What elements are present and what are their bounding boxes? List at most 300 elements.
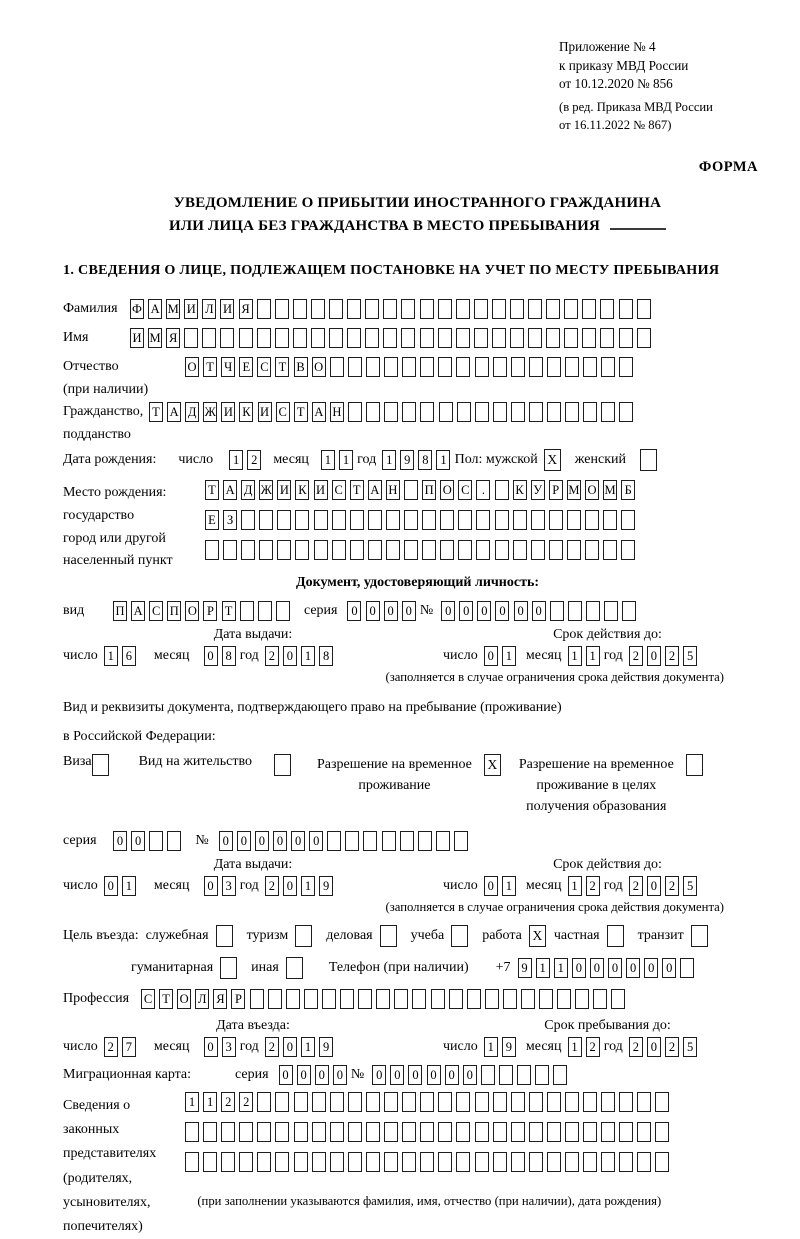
char-cell[interactable]: А <box>131 601 145 621</box>
checkbox-purpose-business[interactable] <box>380 925 397 947</box>
char-cell[interactable] <box>277 540 291 560</box>
char-cell[interactable]: 9 <box>400 450 414 470</box>
char-cell[interactable] <box>404 540 418 560</box>
char-cell[interactable] <box>422 510 436 530</box>
char-cell[interactable] <box>404 480 418 500</box>
char-cell[interactable] <box>384 402 398 422</box>
char-cell[interactable]: 0 <box>372 1065 386 1085</box>
char-cell[interactable] <box>205 540 219 560</box>
char-cell[interactable] <box>503 989 517 1009</box>
char-cell[interactable] <box>384 1152 398 1172</box>
char-cell[interactable]: С <box>149 601 163 621</box>
char-cell[interactable] <box>565 402 579 422</box>
char-cell[interactable]: 1 <box>122 876 136 896</box>
char-cell[interactable]: 0 <box>283 1037 297 1057</box>
char-cell[interactable] <box>476 540 490 560</box>
char-cell[interactable]: С <box>332 480 346 500</box>
char-cell[interactable]: 0 <box>273 831 287 851</box>
char-cell[interactable]: М <box>603 480 617 500</box>
char-cell[interactable]: 0 <box>104 876 118 896</box>
char-cell[interactable] <box>167 831 181 851</box>
char-cell[interactable]: 0 <box>590 958 604 978</box>
char-cell[interactable]: Я <box>239 299 253 319</box>
char-cell[interactable]: Л <box>202 299 216 319</box>
char-cell[interactable] <box>332 540 346 560</box>
char-cell[interactable] <box>293 299 307 319</box>
char-cell[interactable] <box>295 510 309 530</box>
char-cell[interactable] <box>535 1065 549 1085</box>
char-cell[interactable]: И <box>277 480 291 500</box>
char-cell[interactable]: 1 <box>568 646 582 666</box>
char-cell[interactable] <box>485 989 499 1009</box>
char-cell[interactable]: С <box>257 357 271 377</box>
char-cell[interactable] <box>567 540 581 560</box>
char-cell[interactable] <box>619 328 633 348</box>
char-cell[interactable] <box>637 1122 651 1142</box>
char-cell[interactable] <box>549 510 563 530</box>
char-cell[interactable] <box>531 540 545 560</box>
char-cell[interactable]: 8 <box>319 646 333 666</box>
char-cell[interactable]: 9 <box>319 876 333 896</box>
char-cell[interactable] <box>511 357 525 377</box>
char-cell[interactable] <box>293 328 307 348</box>
char-cell[interactable] <box>564 328 578 348</box>
char-cell[interactable] <box>350 540 364 560</box>
char-cell[interactable] <box>539 989 553 1009</box>
char-cell[interactable] <box>583 1092 597 1112</box>
char-cell[interactable]: М <box>567 480 581 500</box>
char-cell[interactable] <box>149 831 163 851</box>
char-cell[interactable] <box>547 1092 561 1112</box>
char-cell[interactable] <box>553 1065 567 1085</box>
char-cell[interactable]: 0 <box>402 601 416 621</box>
char-cell[interactable] <box>475 402 489 422</box>
char-cell[interactable] <box>529 1092 543 1112</box>
char-cell[interactable] <box>456 1122 470 1142</box>
char-cell[interactable]: 0 <box>204 646 218 666</box>
char-cell[interactable]: 2 <box>104 1037 118 1057</box>
char-cell[interactable] <box>382 831 396 851</box>
char-cell[interactable] <box>348 1152 362 1172</box>
char-cell[interactable]: 2 <box>665 1037 679 1057</box>
char-cell[interactable]: 0 <box>572 958 586 978</box>
char-cell[interactable]: Н <box>330 402 344 422</box>
char-cell[interactable] <box>637 1092 651 1112</box>
char-cell[interactable] <box>529 357 543 377</box>
char-cell[interactable] <box>568 601 582 621</box>
char-cell[interactable]: К <box>295 480 309 500</box>
char-cell[interactable] <box>655 1122 669 1142</box>
char-cell[interactable] <box>431 989 445 1009</box>
char-cell[interactable] <box>275 1092 289 1112</box>
char-cell[interactable]: 1 <box>536 958 550 978</box>
char-cell[interactable] <box>330 1122 344 1142</box>
char-cell[interactable]: 1 <box>484 1037 498 1057</box>
char-cell[interactable] <box>611 989 625 1009</box>
char-cell[interactable] <box>600 299 614 319</box>
char-cell[interactable] <box>363 831 377 851</box>
char-cell[interactable]: 0 <box>333 1065 347 1085</box>
char-cell[interactable] <box>438 357 452 377</box>
char-cell[interactable] <box>185 1122 199 1142</box>
checkbox-purpose-other[interactable] <box>286 957 303 979</box>
char-cell[interactable]: А <box>312 402 326 422</box>
char-cell[interactable]: 2 <box>265 646 279 666</box>
char-cell[interactable] <box>304 989 318 1009</box>
char-cell[interactable]: Т <box>294 402 308 422</box>
char-cell[interactable]: 1 <box>436 450 450 470</box>
char-cell[interactable] <box>402 1122 416 1142</box>
char-cell[interactable]: 0 <box>662 958 676 978</box>
char-cell[interactable] <box>550 601 564 621</box>
char-cell[interactable]: 0 <box>283 646 297 666</box>
char-cell[interactable] <box>420 328 434 348</box>
char-cell[interactable] <box>348 357 362 377</box>
char-cell[interactable]: И <box>314 480 328 500</box>
char-cell[interactable]: О <box>440 480 454 500</box>
char-cell[interactable] <box>220 328 234 348</box>
char-cell[interactable] <box>547 402 561 422</box>
char-cell[interactable] <box>513 510 527 530</box>
char-cell[interactable]: 0 <box>514 601 528 621</box>
char-cell[interactable]: 0 <box>315 1065 329 1085</box>
char-cell[interactable] <box>457 402 471 422</box>
char-cell[interactable]: 0 <box>131 831 145 851</box>
char-cell[interactable] <box>529 402 543 422</box>
char-cell[interactable]: О <box>185 357 199 377</box>
char-cell[interactable] <box>412 989 426 1009</box>
char-cell[interactable]: 1 <box>185 1092 199 1112</box>
char-cell[interactable]: 8 <box>222 646 236 666</box>
char-cell[interactable] <box>449 989 463 1009</box>
char-cell[interactable] <box>493 1152 507 1172</box>
char-cell[interactable]: А <box>368 480 382 500</box>
char-cell[interactable] <box>601 1152 615 1172</box>
char-cell[interactable] <box>600 328 614 348</box>
char-cell[interactable]: Д <box>185 402 199 422</box>
char-cell[interactable] <box>565 1152 579 1172</box>
char-cell[interactable]: 1 <box>502 646 516 666</box>
char-cell[interactable]: 5 <box>683 876 697 896</box>
char-cell[interactable]: О <box>185 601 199 621</box>
char-cell[interactable]: П <box>113 601 127 621</box>
char-cell[interactable] <box>275 1152 289 1172</box>
char-cell[interactable] <box>347 328 361 348</box>
char-cell[interactable] <box>510 328 524 348</box>
char-cell[interactable]: 3 <box>222 1037 236 1057</box>
char-cell[interactable]: 0 <box>647 646 661 666</box>
char-cell[interactable] <box>376 989 390 1009</box>
char-cell[interactable] <box>239 1122 253 1142</box>
char-cell[interactable]: З <box>223 510 237 530</box>
char-cell[interactable] <box>420 299 434 319</box>
char-cell[interactable]: С <box>458 480 472 500</box>
char-cell[interactable] <box>312 1092 326 1112</box>
char-cell[interactable]: 1 <box>339 450 353 470</box>
char-cell[interactable] <box>384 1122 398 1142</box>
char-cell[interactable]: 6 <box>122 646 136 666</box>
char-cell[interactable] <box>257 1122 271 1142</box>
char-cell[interactable]: 0 <box>384 601 398 621</box>
char-cell[interactable] <box>529 1152 543 1172</box>
char-cell[interactable] <box>495 510 509 530</box>
char-cell[interactable] <box>583 1152 597 1172</box>
char-cell[interactable]: 0 <box>427 1065 441 1085</box>
char-cell[interactable] <box>481 1065 495 1085</box>
char-cell[interactable] <box>312 1152 326 1172</box>
char-cell[interactable] <box>493 1122 507 1142</box>
char-cell[interactable] <box>322 989 336 1009</box>
char-cell[interactable]: 0 <box>309 831 323 851</box>
char-cell[interactable] <box>420 1092 434 1112</box>
char-cell[interactable]: 1 <box>321 450 335 470</box>
char-cell[interactable] <box>565 1092 579 1112</box>
char-cell[interactable] <box>394 989 408 1009</box>
char-cell[interactable] <box>340 989 354 1009</box>
char-cell[interactable]: 0 <box>647 1037 661 1057</box>
char-cell[interactable] <box>365 299 379 319</box>
char-cell[interactable] <box>241 510 255 530</box>
char-cell[interactable] <box>619 357 633 377</box>
char-cell[interactable]: Ф <box>130 299 144 319</box>
char-cell[interactable] <box>493 357 507 377</box>
char-cell[interactable]: П <box>167 601 181 621</box>
char-cell[interactable] <box>384 1092 398 1112</box>
char-cell[interactable] <box>439 402 453 422</box>
char-cell[interactable]: 0 <box>484 876 498 896</box>
char-cell[interactable] <box>366 1152 380 1172</box>
char-cell[interactable]: Ж <box>203 402 217 422</box>
char-cell[interactable] <box>495 540 509 560</box>
char-cell[interactable] <box>366 1122 380 1142</box>
checkbox-male[interactable]: X <box>544 449 561 471</box>
char-cell[interactable] <box>564 299 578 319</box>
char-cell[interactable]: Н <box>386 480 400 500</box>
char-cell[interactable]: Д <box>241 480 255 500</box>
char-cell[interactable] <box>529 1122 543 1142</box>
char-cell[interactable] <box>458 540 472 560</box>
char-cell[interactable] <box>583 402 597 422</box>
char-cell[interactable]: 0 <box>366 601 380 621</box>
char-cell[interactable] <box>404 510 418 530</box>
char-cell[interactable]: А <box>167 402 181 422</box>
char-cell[interactable] <box>492 299 506 319</box>
char-cell[interactable] <box>420 1122 434 1142</box>
char-cell[interactable] <box>438 1152 452 1172</box>
char-cell[interactable] <box>221 1122 235 1142</box>
char-cell[interactable]: 0 <box>204 876 218 896</box>
char-cell[interactable]: Т <box>149 402 163 422</box>
char-cell[interactable] <box>619 1092 633 1112</box>
char-cell[interactable] <box>420 1152 434 1172</box>
char-cell[interactable]: 5 <box>683 646 697 666</box>
char-cell[interactable]: 3 <box>222 876 236 896</box>
char-cell[interactable]: 0 <box>219 831 233 851</box>
char-cell[interactable]: 1 <box>301 646 315 666</box>
char-cell[interactable] <box>311 299 325 319</box>
char-cell[interactable] <box>582 328 596 348</box>
char-cell[interactable]: 1 <box>502 876 516 896</box>
char-cell[interactable]: И <box>184 299 198 319</box>
char-cell[interactable] <box>604 601 618 621</box>
char-cell[interactable]: Т <box>222 601 236 621</box>
char-cell[interactable] <box>601 402 615 422</box>
char-cell[interactable] <box>311 328 325 348</box>
char-cell[interactable]: 2 <box>586 1037 600 1057</box>
char-cell[interactable] <box>402 402 416 422</box>
char-cell[interactable] <box>348 1122 362 1142</box>
char-cell[interactable]: 0 <box>347 601 361 621</box>
char-cell[interactable] <box>619 1122 633 1142</box>
char-cell[interactable]: 0 <box>390 1065 404 1085</box>
checkbox-purpose-private[interactable] <box>607 925 624 947</box>
char-cell[interactable]: 0 <box>463 1065 477 1085</box>
char-cell[interactable] <box>350 510 364 530</box>
char-cell[interactable]: Ч <box>221 357 235 377</box>
char-cell[interactable] <box>621 540 635 560</box>
char-cell[interactable]: 1 <box>104 646 118 666</box>
char-cell[interactable] <box>259 510 273 530</box>
char-cell[interactable] <box>531 510 545 530</box>
char-cell[interactable] <box>258 601 272 621</box>
char-cell[interactable] <box>366 357 380 377</box>
char-cell[interactable] <box>511 402 525 422</box>
char-cell[interactable]: 1 <box>554 958 568 978</box>
char-cell[interactable] <box>366 402 380 422</box>
char-cell[interactable] <box>637 299 651 319</box>
char-cell[interactable] <box>583 1122 597 1142</box>
char-cell[interactable] <box>330 357 344 377</box>
char-cell[interactable] <box>619 299 633 319</box>
char-cell[interactable] <box>402 357 416 377</box>
char-cell[interactable] <box>456 299 470 319</box>
char-cell[interactable] <box>418 831 432 851</box>
char-cell[interactable] <box>330 1152 344 1172</box>
char-cell[interactable] <box>567 510 581 530</box>
char-cell[interactable]: У <box>531 480 545 500</box>
char-cell[interactable]: М <box>166 299 180 319</box>
char-cell[interactable] <box>440 510 454 530</box>
char-cell[interactable]: . <box>476 480 490 500</box>
char-cell[interactable] <box>547 1152 561 1172</box>
char-cell[interactable] <box>475 357 489 377</box>
char-cell[interactable] <box>223 540 237 560</box>
char-cell[interactable] <box>549 540 563 560</box>
char-cell[interactable]: 1 <box>301 1037 315 1057</box>
char-cell[interactable]: 9 <box>518 958 532 978</box>
char-cell[interactable] <box>546 328 560 348</box>
char-cell[interactable] <box>329 328 343 348</box>
char-cell[interactable] <box>575 989 589 1009</box>
char-cell[interactable]: 0 <box>204 1037 218 1057</box>
char-cell[interactable] <box>401 299 415 319</box>
char-cell[interactable] <box>557 989 571 1009</box>
char-cell[interactable]: А <box>148 299 162 319</box>
char-cell[interactable] <box>467 989 481 1009</box>
char-cell[interactable] <box>528 299 542 319</box>
char-cell[interactable]: Т <box>159 989 173 1009</box>
checkbox-residence-permit[interactable] <box>274 754 291 776</box>
char-cell[interactable] <box>619 1152 633 1172</box>
char-cell[interactable]: 0 <box>626 958 640 978</box>
char-cell[interactable] <box>203 1152 217 1172</box>
char-cell[interactable] <box>621 510 635 530</box>
char-cell[interactable] <box>601 1122 615 1142</box>
char-cell[interactable] <box>400 831 414 851</box>
char-cell[interactable]: 1 <box>568 876 582 896</box>
char-cell[interactable]: 2 <box>665 876 679 896</box>
char-cell[interactable] <box>275 1122 289 1142</box>
char-cell[interactable]: 2 <box>247 450 261 470</box>
char-cell[interactable]: 0 <box>647 876 661 896</box>
char-cell[interactable] <box>330 1092 344 1112</box>
char-cell[interactable] <box>493 1092 507 1112</box>
char-cell[interactable]: 0 <box>408 1065 422 1085</box>
char-cell[interactable] <box>332 510 346 530</box>
char-cell[interactable] <box>456 357 470 377</box>
char-cell[interactable] <box>475 1152 489 1172</box>
char-cell[interactable]: 1 <box>203 1092 217 1112</box>
char-cell[interactable]: И <box>221 402 235 422</box>
char-cell[interactable] <box>637 1152 651 1172</box>
char-cell[interactable] <box>593 989 607 1009</box>
char-cell[interactable] <box>511 1092 525 1112</box>
char-cell[interactable]: 2 <box>629 876 643 896</box>
char-cell[interactable]: Р <box>549 480 563 500</box>
char-cell[interactable] <box>294 1152 308 1172</box>
char-cell[interactable]: 0 <box>477 601 491 621</box>
char-cell[interactable] <box>546 299 560 319</box>
char-cell[interactable] <box>521 989 535 1009</box>
checkbox-purpose-transit[interactable] <box>691 925 708 947</box>
char-cell[interactable] <box>511 1152 525 1172</box>
char-cell[interactable]: 0 <box>291 831 305 851</box>
char-cell[interactable]: 0 <box>441 601 455 621</box>
char-cell[interactable]: Е <box>205 510 219 530</box>
char-cell[interactable]: О <box>585 480 599 500</box>
char-cell[interactable]: 8 <box>418 450 432 470</box>
char-cell[interactable]: 2 <box>221 1092 235 1112</box>
char-cell[interactable] <box>239 328 253 348</box>
char-cell[interactable]: 2 <box>586 876 600 896</box>
char-cell[interactable] <box>358 989 372 1009</box>
char-cell[interactable] <box>401 328 415 348</box>
char-cell[interactable] <box>268 989 282 1009</box>
char-cell[interactable] <box>203 1122 217 1142</box>
char-cell[interactable]: 0 <box>445 1065 459 1085</box>
char-cell[interactable] <box>312 1122 326 1142</box>
char-cell[interactable] <box>420 402 434 422</box>
char-cell[interactable] <box>314 510 328 530</box>
char-cell[interactable] <box>345 831 359 851</box>
char-cell[interactable]: 2 <box>629 646 643 666</box>
char-cell[interactable] <box>275 299 289 319</box>
char-cell[interactable] <box>565 357 579 377</box>
char-cell[interactable] <box>185 1152 199 1172</box>
char-cell[interactable] <box>257 299 271 319</box>
char-cell[interactable]: П <box>422 480 436 500</box>
char-cell[interactable] <box>475 1092 489 1112</box>
char-cell[interactable] <box>528 328 542 348</box>
char-cell[interactable]: 0 <box>495 601 509 621</box>
char-cell[interactable] <box>275 328 289 348</box>
char-cell[interactable] <box>456 1092 470 1112</box>
char-cell[interactable] <box>438 1092 452 1112</box>
char-cell[interactable] <box>221 1152 235 1172</box>
char-cell[interactable] <box>458 510 472 530</box>
char-cell[interactable]: 2 <box>629 1037 643 1057</box>
char-cell[interactable]: Л <box>195 989 209 1009</box>
